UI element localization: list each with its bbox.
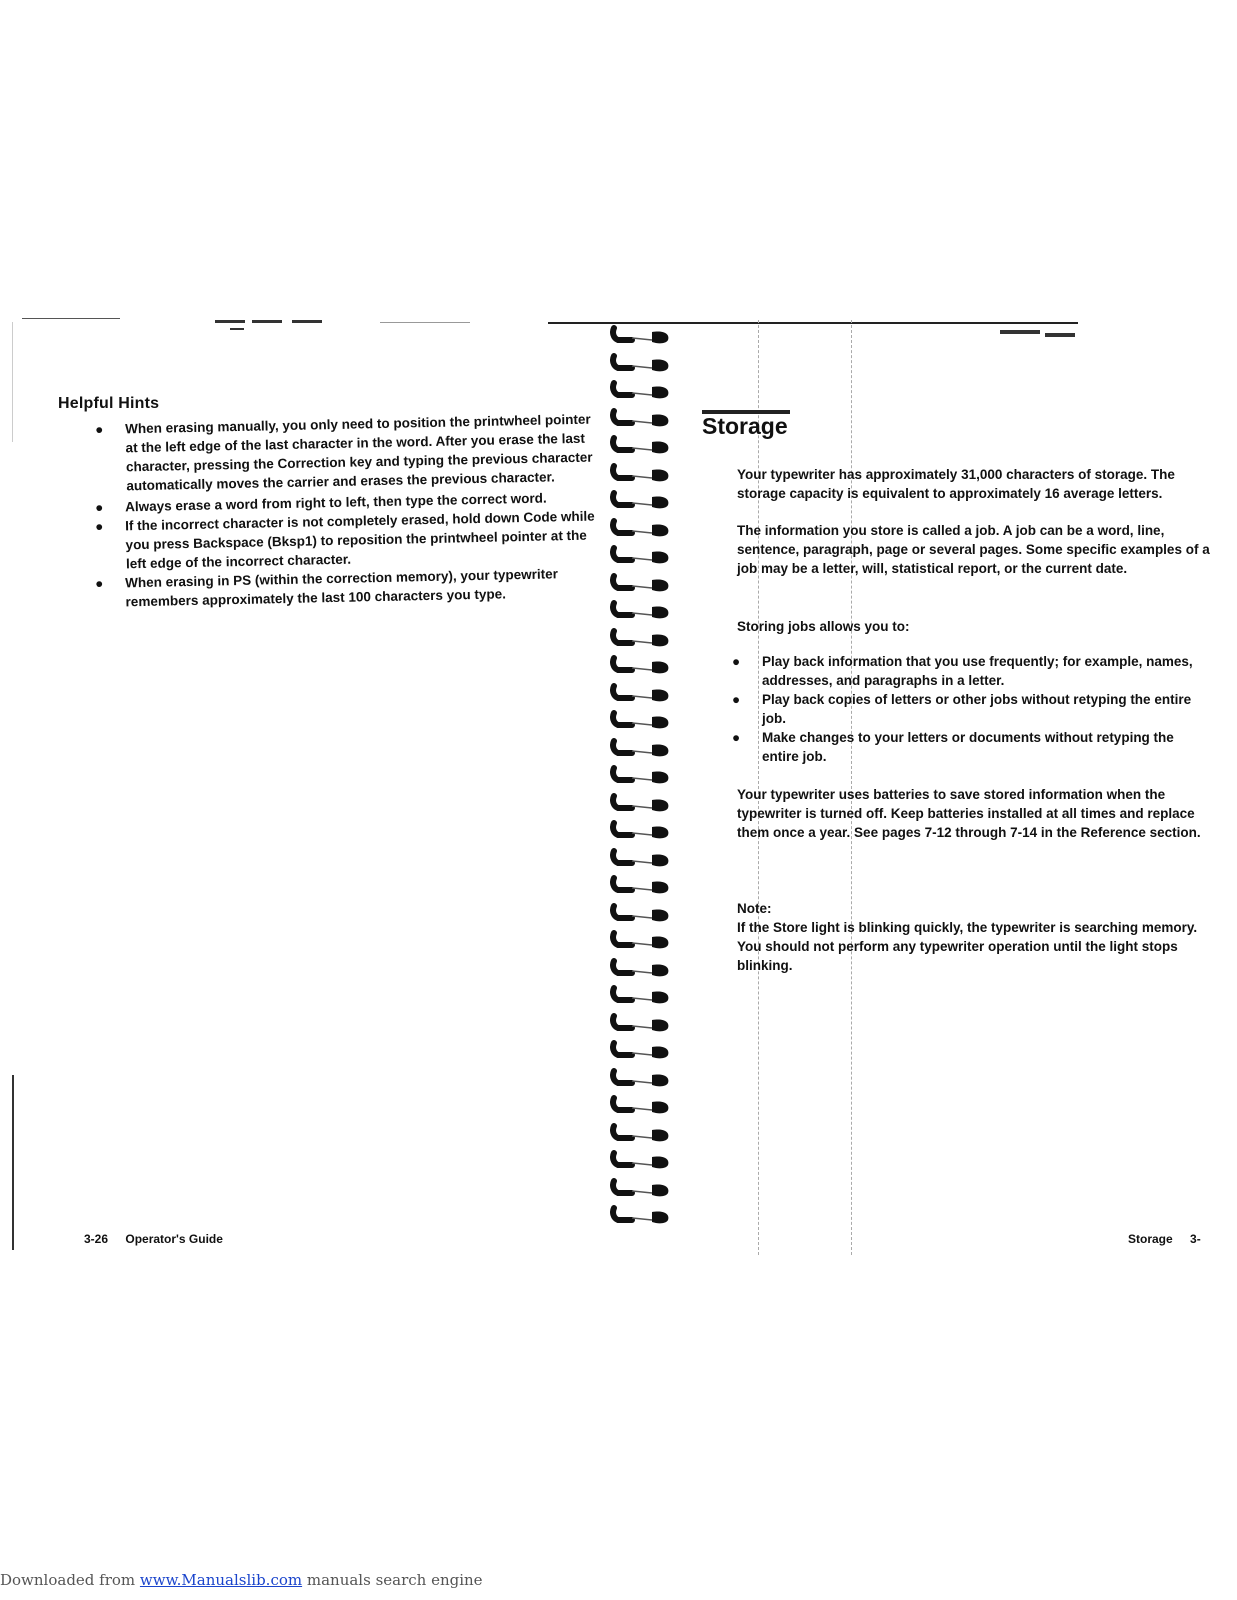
footer-title: Storage: [1128, 1232, 1173, 1246]
use-text: Play back information that you use frequently; for example, names, addresses, and paragraphs in a letter.: [762, 654, 1193, 688]
spiral-coil: [610, 625, 680, 647]
paragraph: Your typewriter has approximately 31,000 characters of storage. The storage capacity is equivalent to approximately 16 average letters.: [737, 467, 1175, 501]
bullet-icon: ●: [732, 654, 741, 669]
paragraph: Your typewriter uses batteries to save stored information when the typewriter is turned off. Keep batteries installed at all times and replace them once a year. See pages 7-12 through 7-14 in the Reference section.: [737, 787, 1201, 840]
list-item: [732, 652, 1212, 690]
spiral-coil: [610, 350, 680, 372]
page-footer: [84, 1232, 223, 1246]
header-rule-left: [22, 318, 120, 319]
spiral-coil: [610, 1092, 680, 1114]
spiral-coil: [610, 790, 680, 812]
hint-text: If the incorrect character is not completely erased, hold down Code while you press Backspace (Bksp1) to reposition the printwheel pointer at the left edge of the incorrect character.: [125, 508, 595, 572]
spiral-coil: [610, 1175, 680, 1197]
paragraph: The information you store is called a job. A job can be a word, line, sentence, paragraph, page or several pages. Some specific examples of a job may be a letter, will, statistical report, or the current date.: [737, 523, 1210, 576]
list-item: [95, 507, 596, 574]
list-item: [732, 728, 1212, 766]
bullet-icon: ●: [95, 518, 104, 534]
section-heading: Helpful Hints: [58, 395, 160, 412]
section-heading: Storage: [702, 413, 788, 439]
note: [737, 880, 1217, 975]
hints-list: [95, 411, 595, 612]
spiral-coil: [610, 707, 680, 729]
footer-title: Operator's Guide: [125, 1232, 223, 1246]
spiral-coil: [610, 570, 680, 592]
spiral-coil: [610, 487, 680, 509]
bullet-icon: ●: [95, 575, 104, 591]
margin-line: [12, 322, 13, 442]
margin-line: [12, 1075, 14, 1250]
bullet-icon: ●: [95, 421, 104, 437]
use-text: Play back copies of letters or other jobs without retyping the entire job.: [762, 692, 1192, 726]
spiral-coil: [610, 1147, 680, 1169]
watermark-suffix: manuals search engine: [302, 1571, 483, 1589]
note-text: If the Store light is blinking quickly, the typewriter is searching memory. You should not perform any typewriter operation until the light stops blinking.: [737, 920, 1198, 973]
list-item: [732, 690, 1212, 728]
spiral-coil: [610, 322, 680, 344]
storage-uses-list: [732, 652, 1212, 766]
header-mark: [380, 322, 470, 323]
spiral-coil: [610, 460, 680, 482]
spiral-coil: [610, 1010, 680, 1032]
spiral-coil: [610, 405, 680, 427]
spiral-coil: [610, 735, 680, 757]
hint-text: When erasing manually, you only need to position the printwheel pointer at the left edge of the last character in the word. After you erase the last character, pressing the Correction key and typing the previous character automatically moves the carrier and erases the previous character.: [125, 411, 593, 494]
watermark-prefix: Downloaded from: [0, 1571, 140, 1589]
spiral-coil: [610, 982, 680, 1004]
bullet-icon: ●: [732, 692, 741, 707]
header-mark: [215, 320, 245, 323]
spiral-coil: [610, 762, 680, 784]
hint-text: When erasing in PS (within the correction memory), your typewriter remembers approximately the last 100 characters you type.: [125, 566, 559, 610]
spiral-coil: [610, 432, 680, 454]
bullet-icon: ●: [95, 499, 104, 515]
header-mark: [292, 320, 322, 323]
page-number: 3-: [1190, 1232, 1201, 1246]
spiral-coil: [610, 872, 680, 894]
spiral-coil: [610, 817, 680, 839]
header-mark: [252, 320, 282, 323]
page-footer: [1128, 1232, 1201, 1246]
spiral-coil: [610, 680, 680, 702]
spiral-coil: [610, 1065, 680, 1087]
hint-text: Always erase a word from right to left, then type the correct word.: [125, 490, 547, 515]
spiral-coil: [610, 845, 680, 867]
manualslib-link[interactable]: www.Manualslib.com: [139, 1571, 303, 1589]
spiral-coil: [610, 955, 680, 977]
header-rule-right: [548, 322, 1078, 324]
left-page: [0, 0, 610, 1600]
paragraph: Storing jobs allows you to:: [737, 619, 910, 634]
spiral-coil: [610, 900, 680, 922]
spiral-coil: [610, 597, 680, 619]
header-mark: [230, 328, 244, 330]
use-text: Make changes to your letters or documents without retyping the entire job.: [762, 730, 1174, 764]
spiral-coil: [610, 927, 680, 949]
spiral-coil: [610, 1202, 680, 1224]
spiral-coil: [610, 1037, 680, 1059]
spiral-binding: [610, 322, 685, 1257]
spiral-coil: [610, 515, 680, 537]
spiral-coil: [610, 1120, 680, 1142]
note-label: Note:: [737, 901, 772, 916]
bullet-icon: ●: [732, 730, 741, 745]
page-number: 3-26: [84, 1232, 109, 1246]
spiral-coil: [610, 652, 680, 674]
download-watermark: [0, 1571, 483, 1589]
header-mark: [1045, 333, 1075, 337]
spiral-coil: [610, 542, 680, 564]
list-item: [95, 410, 596, 496]
header-mark: [1000, 330, 1040, 334]
spiral-coil: [610, 377, 680, 399]
